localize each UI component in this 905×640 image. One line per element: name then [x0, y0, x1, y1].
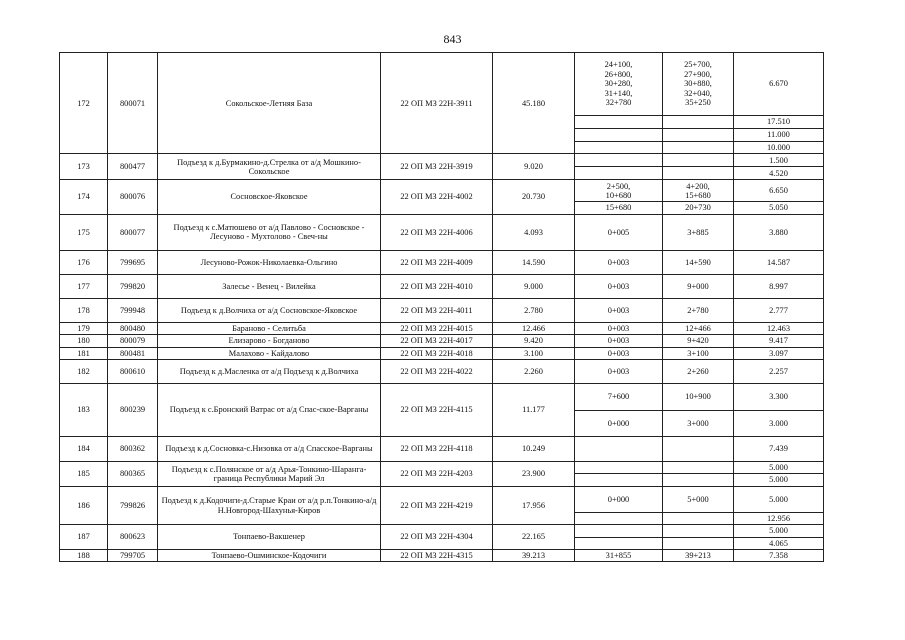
segment-start-cell: 31+855 — [575, 550, 663, 562]
segment-length-cell: 6.650 — [734, 180, 824, 202]
segment-length-cell: 12.956 — [734, 512, 824, 524]
segment-end-cell — [663, 462, 734, 474]
segment-end-cell — [663, 512, 734, 524]
row-number-cell: 186 — [60, 486, 108, 524]
segment-length-cell: 7.439 — [734, 437, 824, 462]
page-number: 843 — [443, 32, 462, 46]
row-number-cell: 185 — [60, 462, 108, 487]
row-number-cell: 172 — [60, 53, 108, 154]
road-id-cell: 22 ОП МЗ 22Н-4115 — [381, 384, 493, 437]
segment-length-cell: 14.587 — [734, 250, 824, 274]
roads-table-body — [60, 53, 824, 562]
row-number-cell: 173 — [60, 154, 108, 180]
segment-length-cell: 7.358 — [734, 550, 824, 562]
segment-end-cell: 3+885 — [663, 214, 734, 250]
segment-start-cell — [575, 437, 663, 462]
roads-table — [59, 52, 824, 562]
segment-length-cell: 17.510 — [734, 116, 824, 129]
segment-length-cell: 10.000 — [734, 142, 824, 154]
segment-length-cell: 3.880 — [734, 214, 824, 250]
segment-start-cell: 0+003 — [575, 274, 663, 298]
road-id-cell: 22 ОП МЗ 22Н-4022 — [381, 360, 493, 384]
table-row — [60, 384, 824, 411]
road-id-cell: 22 ОП МЗ 22Н-4304 — [381, 525, 493, 550]
road-length-cell: 20.730 — [493, 180, 575, 214]
segment-length-cell: 12.463 — [734, 322, 824, 334]
road-length-cell: 17.956 — [493, 486, 575, 524]
road-name-cell: Елизарово - Богданово — [158, 335, 381, 347]
road-length-cell: 22.165 — [493, 525, 575, 550]
road-name-cell: Сокольское-Летняя База — [158, 53, 381, 154]
row-number-cell: 187 — [60, 525, 108, 550]
road-length-cell: 23.900 — [493, 462, 575, 487]
segment-end-cell: 3+000 — [663, 411, 734, 437]
road-id-cell: 22 ОП МЗ 22Н-4010 — [381, 274, 493, 298]
road-code-cell: 799948 — [108, 298, 158, 322]
road-id-cell: 22 ОП МЗ 22Н-4009 — [381, 250, 493, 274]
road-id-cell: 22 ОП МЗ 22Н-4118 — [381, 437, 493, 462]
road-code-cell: 800077 — [108, 214, 158, 250]
segment-length-cell: 8.997 — [734, 274, 824, 298]
segment-length-cell: 5.000 — [734, 462, 824, 474]
row-number-cell: 180 — [60, 335, 108, 347]
road-length-cell: 2.780 — [493, 298, 575, 322]
table-row — [60, 180, 824, 202]
row-number-cell: 181 — [60, 347, 108, 359]
road-id-cell: 22 ОП МЗ 22Н-4006 — [381, 214, 493, 250]
road-id-cell: 22 ОП МЗ 22Н-4017 — [381, 335, 493, 347]
road-id-cell: 22 ОП МЗ 22Н-4315 — [381, 550, 493, 562]
table-row — [60, 462, 824, 474]
segment-end-cell — [663, 474, 734, 486]
segment-length-cell: 3.000 — [734, 411, 824, 437]
segment-length-cell: 3.097 — [734, 347, 824, 359]
road-id-cell: 22 ОП МЗ 22Н-3911 — [381, 53, 493, 154]
segment-start-cell — [575, 512, 663, 524]
segment-end-cell: 9+420 — [663, 335, 734, 347]
segment-start-cell: 15+680 — [575, 202, 663, 214]
road-code-cell: 800079 — [108, 335, 158, 347]
segment-length-cell: 4.065 — [734, 537, 824, 549]
segment-start-cell — [575, 167, 663, 180]
segment-start-cell: 7+600 — [575, 384, 663, 411]
table-row — [60, 53, 824, 116]
row-number-cell: 178 — [60, 298, 108, 322]
segment-start-cell: 0+003 — [575, 298, 663, 322]
segment-length-cell: 5.050 — [734, 202, 824, 214]
segment-length-cell: 2.257 — [734, 360, 824, 384]
segment-end-cell: 4+200, 15+680 — [663, 180, 734, 202]
road-name-cell: Подъезд к с.Бронский Ватрас от а/д Спас-ское-Варганы — [158, 384, 381, 437]
segment-start-cell: 0+005 — [575, 214, 663, 250]
segment-end-cell — [663, 142, 734, 154]
road-code-cell: 800239 — [108, 384, 158, 437]
road-id-cell: 22 ОП МЗ 22Н-4015 — [381, 322, 493, 334]
road-code-cell: 799826 — [108, 486, 158, 524]
road-name-cell: Подъезд к с.Матюшево от а/д Павлово - Сосновское - Лесуново - Мухтолово - Свеч-ны — [158, 214, 381, 250]
road-name-cell: Подъезд к д.Кодочиги-д.Старые Краи от а/д р.п.Тонкино-а/д Н.Новгород-Шахунья-Киров — [158, 486, 381, 524]
road-length-cell: 3.100 — [493, 347, 575, 359]
road-length-cell: 9.020 — [493, 154, 575, 180]
road-name-cell: Подъезд к д.Масленка от а/д Подъезд к д.Волчиха — [158, 360, 381, 384]
road-name-cell: Подъезд к д.Бурмакино-д.Стрелка от а/д Мошкино-Сокольское — [158, 154, 381, 180]
segment-end-cell — [663, 437, 734, 462]
table-row — [60, 550, 824, 562]
segment-start-cell: 0+003 — [575, 347, 663, 359]
segment-start-cell — [575, 142, 663, 154]
road-code-cell: 800610 — [108, 360, 158, 384]
segment-start-cell — [575, 525, 663, 537]
road-code-cell: 800477 — [108, 154, 158, 180]
road-name-cell: Подъезд к с.Полянское от а/д Арья-Тонкино-Шаранга-граница Республики Марий Эл — [158, 462, 381, 487]
segment-length-cell: 5.000 — [734, 486, 824, 512]
row-number-cell: 176 — [60, 250, 108, 274]
segment-start-cell — [575, 462, 663, 474]
segment-end-cell — [663, 116, 734, 129]
segment-start-cell: 0+003 — [575, 250, 663, 274]
segment-length-cell: 1.500 — [734, 154, 824, 167]
row-number-cell: 182 — [60, 360, 108, 384]
segment-end-cell: 12+466 — [663, 322, 734, 334]
segment-length-cell: 11.000 — [734, 129, 824, 142]
segment-start-cell: 24+100, 26+800, 30+280, 31+140, 32+780 — [575, 53, 663, 116]
segment-start-cell: 0+003 — [575, 335, 663, 347]
segment-end-cell: 9+000 — [663, 274, 734, 298]
segment-end-cell: 3+100 — [663, 347, 734, 359]
road-name-cell: Тонпаево-Вакшенер — [158, 525, 381, 550]
segment-end-cell — [663, 154, 734, 167]
road-id-cell: 22 ОП МЗ 22Н-3919 — [381, 154, 493, 180]
row-number-cell: 174 — [60, 180, 108, 214]
table-row — [60, 274, 824, 298]
segment-end-cell: 10+900 — [663, 384, 734, 411]
road-code-cell: 800071 — [108, 53, 158, 154]
road-code-cell: 800362 — [108, 437, 158, 462]
road-name-cell: Бараново - Селитьба — [158, 322, 381, 334]
table-row — [60, 154, 824, 167]
row-number-cell: 188 — [60, 550, 108, 562]
segment-end-cell: 14+590 — [663, 250, 734, 274]
road-id-cell: 22 ОП МЗ 22Н-4011 — [381, 298, 493, 322]
row-number-cell: 179 — [60, 322, 108, 334]
segment-start-cell — [575, 116, 663, 129]
segment-start-cell: 2+500, 10+680 — [575, 180, 663, 202]
segment-start-cell — [575, 154, 663, 167]
segment-start-cell: 0+000 — [575, 411, 663, 437]
segment-length-cell: 2.777 — [734, 298, 824, 322]
segment-end-cell — [663, 525, 734, 537]
segment-start-cell — [575, 129, 663, 142]
road-name-cell: Залесье - Венец - Вилейка — [158, 274, 381, 298]
road-id-cell: 22 ОП МЗ 22Н-4219 — [381, 486, 493, 524]
row-number-cell: 184 — [60, 437, 108, 462]
table-row — [60, 214, 824, 250]
segment-end-cell — [663, 537, 734, 549]
road-name-cell: Тонпаево-Ошминское-Кодочиги — [158, 550, 381, 562]
table-row — [60, 347, 824, 359]
segment-length-cell: 6.670 — [734, 53, 824, 116]
segment-length-cell: 5.000 — [734, 474, 824, 486]
segment-end-cell — [663, 167, 734, 180]
road-length-cell: 10.249 — [493, 437, 575, 462]
segment-length-cell: 4.520 — [734, 167, 824, 180]
row-number-cell: 175 — [60, 214, 108, 250]
table-row — [60, 525, 824, 537]
row-number-cell: 183 — [60, 384, 108, 437]
row-number-cell: 177 — [60, 274, 108, 298]
road-name-cell: Сосновское-Яковское — [158, 180, 381, 214]
road-name-cell: Лесуново-Рожок-Николаевка-Ольгино — [158, 250, 381, 274]
road-code-cell: 800623 — [108, 525, 158, 550]
road-length-cell: 4.093 — [493, 214, 575, 250]
road-code-cell: 800365 — [108, 462, 158, 487]
segment-start-cell: 0+003 — [575, 322, 663, 334]
segment-end-cell — [663, 129, 734, 142]
road-length-cell: 39.213 — [493, 550, 575, 562]
road-id-cell: 22 ОП МЗ 22Н-4018 — [381, 347, 493, 359]
table-row — [60, 360, 824, 384]
road-length-cell: 2.260 — [493, 360, 575, 384]
table-row — [60, 437, 824, 462]
segment-end-cell: 2+260 — [663, 360, 734, 384]
road-code-cell: 799820 — [108, 274, 158, 298]
table-row — [60, 250, 824, 274]
segment-end-cell: 2+780 — [663, 298, 734, 322]
table-row — [60, 335, 824, 347]
table-row — [60, 486, 824, 512]
road-id-cell: 22 ОП МЗ 22Н-4002 — [381, 180, 493, 214]
segment-start-cell: 0+000 — [575, 486, 663, 512]
road-code-cell: 799705 — [108, 550, 158, 562]
road-code-cell: 800481 — [108, 347, 158, 359]
segment-length-cell: 9.417 — [734, 335, 824, 347]
segment-length-cell: 3.300 — [734, 384, 824, 411]
road-code-cell: 800076 — [108, 180, 158, 214]
road-length-cell: 45.180 — [493, 53, 575, 154]
table-row — [60, 298, 824, 322]
segment-start-cell — [575, 474, 663, 486]
segment-start-cell: 0+003 — [575, 360, 663, 384]
road-id-cell: 22 ОП МЗ 22Н-4203 — [381, 462, 493, 487]
road-name-cell: Подъезд к д.Волчиха от а/д Сосновское-Яковское — [158, 298, 381, 322]
road-length-cell: 14.590 — [493, 250, 575, 274]
segment-end-cell: 25+700, 27+900, 30+880, 32+040, 35+250 — [663, 53, 734, 116]
table-row — [60, 322, 824, 334]
segment-end-cell: 20+730 — [663, 202, 734, 214]
road-length-cell: 12.466 — [493, 322, 575, 334]
road-name-cell: Малахово - Кайдалово — [158, 347, 381, 359]
road-length-cell: 9.420 — [493, 335, 575, 347]
segment-end-cell: 39+213 — [663, 550, 734, 562]
road-code-cell: 799695 — [108, 250, 158, 274]
segment-end-cell: 5+000 — [663, 486, 734, 512]
segment-length-cell: 5.000 — [734, 525, 824, 537]
segment-start-cell — [575, 537, 663, 549]
road-length-cell: 9.000 — [493, 274, 575, 298]
road-name-cell: Подъезд к д.Сосновка-с.Низовка от а/д Спасское-Варганы — [158, 437, 381, 462]
road-code-cell: 800480 — [108, 322, 158, 334]
road-length-cell: 11.177 — [493, 384, 575, 437]
